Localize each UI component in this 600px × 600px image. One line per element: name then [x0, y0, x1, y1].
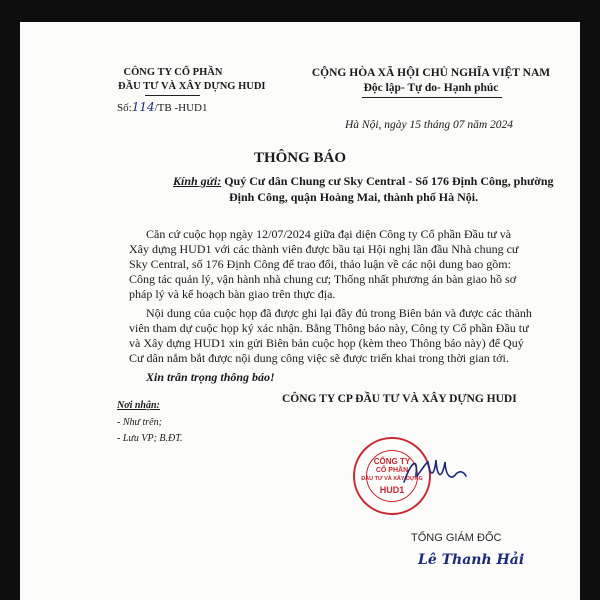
- paragraph-line: Cư dân nắm bắt được nội dung công việc sẽ được triển khai trong thời gian tới.: [129, 351, 509, 365]
- national-header: [308, 66, 554, 96]
- signatory-name: Lê Thanh Hải: [418, 552, 525, 568]
- body-paragraph-2: [129, 306, 554, 366]
- addressee-line1: [173, 174, 554, 189]
- body-paragraph-1: [129, 227, 554, 302]
- recipients-label: Nơi nhận:: [117, 400, 160, 411]
- signatory-title: TỔNG GIÁM ĐỐC: [411, 532, 502, 544]
- addressee-line2: Định Công, quận Hoàng Mai, thành phố Hà Nội.: [229, 190, 479, 204]
- closing-line: Xin trân trọng thông báo!: [146, 370, 275, 384]
- signature-company: CÔNG TY CP ĐẦU TƯ VÀ XÂY DỰNG HUDI: [282, 393, 517, 405]
- recipient-item: - Lưu VP; B.ĐT.: [117, 433, 183, 444]
- paragraph-line: Nội dung của cuộc họp đã được ghi lại đầy đủ trong Biên bản và được các thành: [146, 306, 532, 320]
- stamp-line3: ĐẦU TƯ VÀ XÂY DỰNG: [361, 476, 423, 482]
- document-page: [20, 22, 580, 600]
- company-line2: ĐẦU TƯ VÀ XÂY DỰNG HUDI: [118, 81, 266, 92]
- stamp-line4: HUD1: [379, 485, 405, 495]
- document-number: [117, 100, 207, 114]
- republic-title: CỘNG HÒA XÃ HỘI CHỦ NGHĨA VIỆT NAM: [311, 67, 551, 79]
- stamp-line2: CỔ PHẦN: [375, 467, 409, 474]
- paragraph-line: viên tham dự cuộc họp ký xác nhận. Bằng Thông báo này, Công ty Cổ phần Đầu tư: [129, 321, 529, 335]
- addressee-label: Kính gửi:: [173, 174, 222, 188]
- company-header: [118, 66, 266, 94]
- number-prefix: Số:: [117, 102, 132, 114]
- paragraph-line: Công tác quản lý, vận hành nhà chung cư; Thống nhất phương án bàn giao hồ sơ: [129, 272, 517, 286]
- company-line1: CÔNG TY CỔ PHẦN: [123, 67, 223, 78]
- number-suffix: /TB -HUD1: [154, 102, 208, 114]
- paragraph-line: và Xây dựng HUD1 xin gửi Biên bản cuộc họp (kèm theo Thông báo này) để Quý: [129, 336, 524, 350]
- national-motto: Độc lập- Tự do- Hạnh phúc: [363, 82, 499, 94]
- handwritten-signature: [400, 452, 470, 492]
- place-date: Hà Nội, ngày 15 tháng 07 năm 2024: [345, 119, 514, 131]
- motto-underline: [362, 97, 502, 98]
- paragraph-line: pháp lý và kế hoạch bàn giao trên thực địa.: [129, 287, 336, 301]
- paragraph-line: Xây dựng HUD1 với các thành viên được bầu tại Hội nghị lần đầu Nhà chung cư: [129, 242, 519, 256]
- recipients-block: [117, 399, 183, 445]
- document-title: THÔNG BÁO: [253, 150, 347, 166]
- addressee-text1: Quý Cư dân Chung cư Sky Central - Số 176 Định Công, phường: [224, 174, 554, 188]
- paragraph-line: Sky Central, số 176 Định Công để trao đổi, thảo luận về các nội dung bao gồm:: [129, 257, 511, 271]
- company-underline: [145, 95, 200, 96]
- paragraph-line: Căn cứ cuộc họp ngày 12/07/2024 giữa đại diện Công ty Cổ phần Đầu tư và: [146, 227, 512, 241]
- number-handwritten: 114: [131, 100, 155, 114]
- recipient-item: - Như trên;: [117, 417, 162, 428]
- stamp-line1: CÔNG TY: [373, 457, 411, 466]
